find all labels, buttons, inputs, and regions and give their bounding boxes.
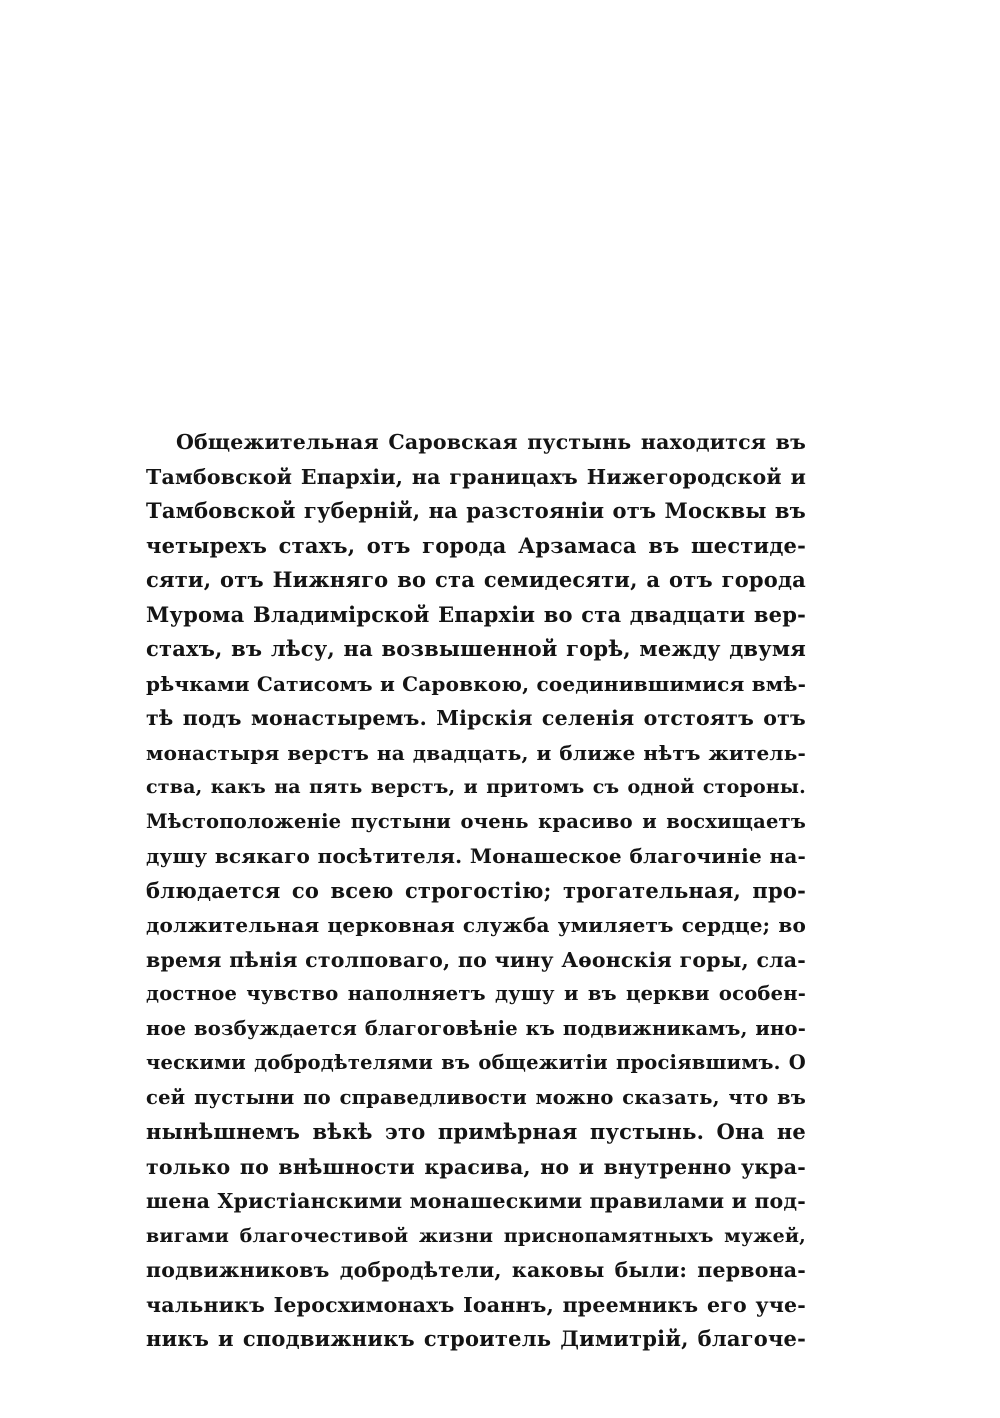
- text-line: достное чувство наполняетъ душу и въ церкви особен-: [146, 982, 806, 1005]
- text-line: Мурома Владимірской Епархіи во ста двадцати вер-: [146, 601, 806, 627]
- text-line: ческими добродѣтелями въ общежитіи просіявшимъ. О: [146, 1051, 806, 1074]
- text-line: нынѣшнемъ вѣкѣ это примѣрная пустынь. Она не: [146, 1119, 806, 1144]
- text-line: рѣчками Сатисомъ и Саровкою, соединившимися вмѣ-: [146, 671, 807, 696]
- text-line: ства, какъ на пять верстъ, и притомъ съ одной стороны.: [146, 776, 806, 798]
- text-line: блюдается со всею строгостію; трогательная, про-: [146, 877, 806, 903]
- text-line: никъ и сподвижникъ строитель Димитрій, благоче-: [146, 1326, 806, 1351]
- text-line: сей пустыни по справедливости можно сказать, что въ: [146, 1085, 806, 1109]
- body-text: [146, 425, 806, 1357]
- text-line: тѣ подъ монастыремъ. Мірскія селенія отстоятъ отъ: [146, 706, 806, 730]
- text-line: время пѣнія столповаго, по чину Аѳонскія горы, сла-: [146, 947, 806, 972]
- text-line: ное возбуждается благоговѣніе къ подвижникамъ, ино-: [146, 1016, 806, 1040]
- text-line: шена Христіанскими монашескими правилами и под-: [146, 1189, 806, 1213]
- text-line: вигами благочестивой жизни приснопамятныхъ мужей,: [146, 1224, 806, 1247]
- text-line: сяти, отъ Нижняго во ста семидесяти, а отъ города: [146, 567, 806, 592]
- text-line: Тамбовской губерній, на разстояніи отъ Москвы въ: [146, 498, 806, 523]
- text-line: стахъ, въ лѣсу, на возвышенной горѣ, между двумя: [146, 636, 806, 661]
- text-line: должительная церковная служба умиляетъ сердце; во: [146, 913, 806, 937]
- text-line: чальникъ Іеросхимонахъ Іоаннъ, преемникъ его уче-: [146, 1292, 806, 1317]
- text-line: Мѣстоположеніе пустыни очень красиво и восхищаетъ: [146, 809, 806, 833]
- text-line: четырехъ стахъ, отъ города Арзамаса въ шестиде-: [146, 532, 806, 558]
- text-line: подвижниковъ добродѣтели, каковы были: первона-: [146, 1258, 806, 1282]
- text-line: только по внѣшности красива, но и внутренно укра-: [146, 1154, 806, 1179]
- text-line: душу всякаго посѣтителя. Монашеское благочиніе на-: [146, 844, 806, 868]
- text-line: Тамбовской Епархіи, на границахъ Нижегородской и: [146, 464, 806, 489]
- text-line: Общежительная Саровская пустынь находится въ: [176, 430, 806, 454]
- text-line: монастыря верстъ на двадцать, и ближе нѣтъ житель-: [146, 740, 806, 765]
